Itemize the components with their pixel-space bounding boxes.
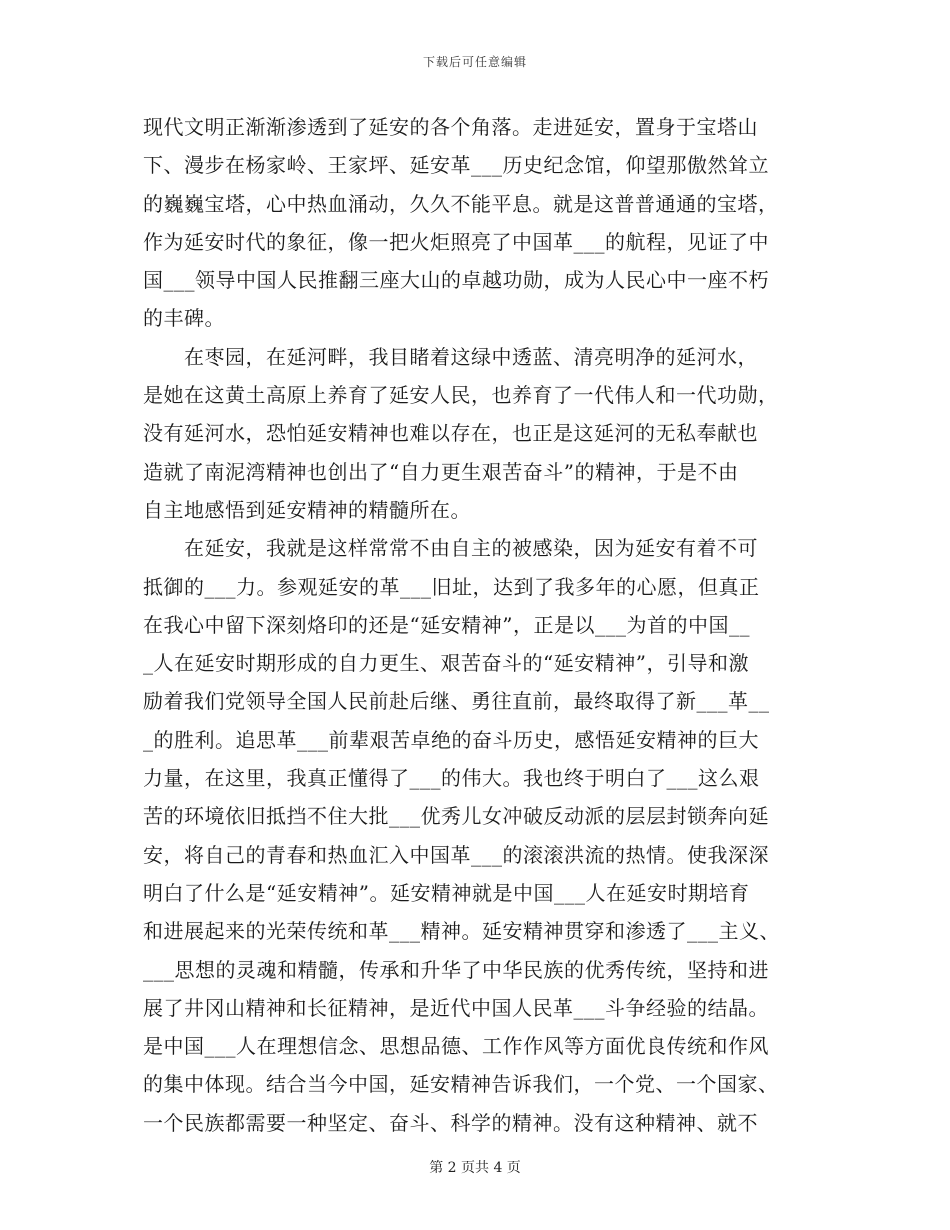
text-line: 自主地感悟到延安精神的精髓所在。 <box>143 497 471 522</box>
paragraph-start-line: 在延安，我就是这样常常不由自主的被感染，因为延安有着不可 <box>184 536 758 561</box>
text-line: 的巍巍宝塔，心中热血涌动，久久不能平息。就是这普普通通的宝塔， <box>143 191 779 216</box>
text-line: 的丰碑。 <box>143 306 225 331</box>
text-line: 在我心中留下深刻烙印的还是“延安精神”，正是以___为首的中国__ <box>143 612 750 637</box>
document-body <box>143 108 798 1142</box>
text-line: 是她在这黄土高原上养育了延安人民，也养育了一代伟人和一代功勋， <box>143 383 779 408</box>
text-line: 下、漫步在杨家岭、王家坪、延安革___历史纪念馆，仰望那傲然耸立 <box>143 153 769 178</box>
text-line: 是中国___人在理想信念、思想品德、工作作风等方面优良传统和作风 <box>143 1034 769 1059</box>
text-line: 造就了南泥湾精神也创出了“自力更生艰苦奋斗”的精神，于是不由 <box>143 459 739 484</box>
paragraph-start-line: 在枣园，在延河畔，我目睹着这绿中透蓝、清亮明净的延河水， <box>184 344 758 369</box>
text-line: 作为延安时代的象征，像一把火炬照亮了中国革___的航程，见证了中 <box>143 229 769 254</box>
text-line: _人在延安时期形成的自力更生、艰苦奋斗的“延安精神”，引导和激 <box>143 651 749 676</box>
text-line: 明白了什么是“延安精神”。延安精神就是中国___人在延安时期培育 <box>143 880 750 905</box>
text-line: _的胜利。追思革___前辈艰苦卓绝的奋斗历史，感悟延安精神的巨大 <box>143 727 759 752</box>
text-line: 一个民族都需要一种坚定、奋斗、科学的精神。没有这种精神、就不 <box>143 1110 758 1135</box>
text-line: 励着我们党领导全国人民前赴后继、勇往直前，最终取得了新___革__ <box>143 689 770 714</box>
text-line: 展了井冈山精神和长征精神，是近代中国人民革___斗争经验的结晶。 <box>143 995 769 1020</box>
page-footer: 第 2 页共 4 页 <box>429 1160 521 1176</box>
text-line: 的集中体现。结合当今中国，延安精神告诉我们，一个党、一个国家、 <box>143 1072 779 1097</box>
text-line: 安，将自己的青春和热血汇入中国革___的滚滚洪流的热情。使我深深 <box>143 842 769 867</box>
page-header: 下载后可任意编辑 <box>422 55 527 69</box>
text-line: 力量，在这里，我真正懂得了___的伟大。我也终于明白了___这么艰 <box>143 766 760 791</box>
text-line: 国___领导中国人民推翻三座大山的卓越功勋，成为人民心中一座不朽 <box>143 268 769 293</box>
text-line: ___思想的灵魂和精髓，传承和升华了中华民族的优秀传统，坚持和进 <box>143 957 769 982</box>
text-line: 现代文明正渐渐渗透到了延安的各个角落。走进延安，置身于宝塔山 <box>143 115 758 139</box>
text-line: 抵御的___力。参观延安的革___旧址，达到了我多年的心愿，但真正 <box>143 574 760 599</box>
text-line: 苦的环境依旧抵挡不住大批___优秀儿女冲破反动派的层层封锁奔向延 <box>143 804 769 829</box>
text-line: 和进展起来的光荣传统和革___精神。延安精神贯穿和渗透了___主义、 <box>143 919 780 944</box>
text-line: 没有延河水，恐怕延安精神也难以存在，也正是这延河的无私奉献也 <box>143 421 758 446</box>
